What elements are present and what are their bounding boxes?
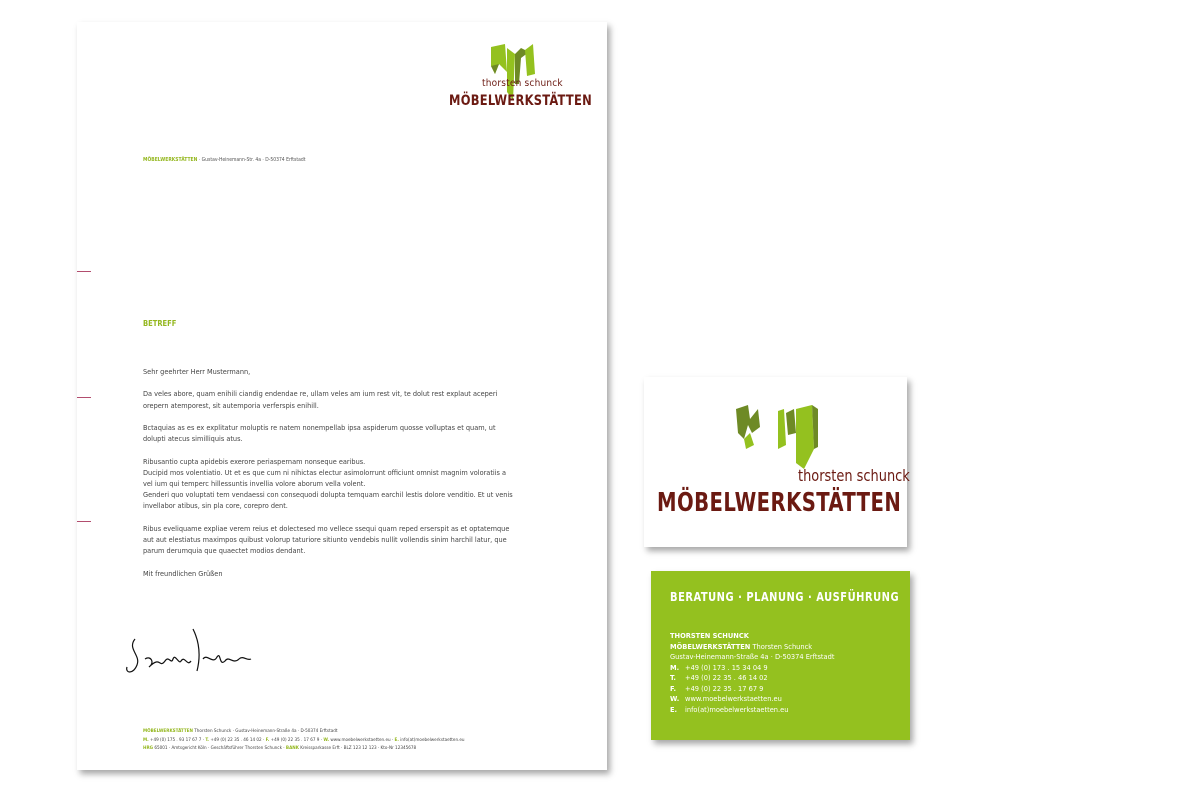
footer-value: +49 (0) 175 . 93 17 67 7 ·: [150, 737, 204, 743]
paragraph: Genderi quo voluptati tem vendaessi con consequodi dolupta temquam earchil lestis dolore venditio. Et ut venis invellabor atibus, sin pla core, corepro dent.: [143, 490, 513, 511]
closing: Mit freundlichen Grüßen: [143, 568, 223, 578]
footer-line: [143, 745, 465, 754]
letter-logo-tagline: thorsten schunck: [482, 78, 563, 89]
punch-mark: [77, 397, 91, 398]
card-address: Gustav-Heinemann-Straße 4a · D-50374 Erftstadt: [670, 652, 835, 661]
footer-line: [143, 737, 465, 746]
card-company-suffix: Thorsten Schunck: [752, 641, 813, 651]
card-logo-brand: MÖBELWERKSTÄTTEN: [657, 488, 902, 518]
footer-address: Thorsten Schunck · Gustav-Heinemann-Straße 4a · D-50374 Erftstadt: [194, 729, 338, 734]
footer-label: E.: [394, 737, 399, 743]
contact-label: W.: [670, 694, 680, 703]
footer-label: HRG: [143, 746, 154, 752]
fold-mark: [77, 521, 91, 522]
contact-value: +49 (0) 22 35 . 17 67 9: [685, 683, 764, 693]
paragraph: Ribusantio cupta apidebis exerore periaspernam nonseque earibus.: [143, 456, 366, 466]
contact-label: M.: [670, 662, 680, 672]
footer-value: Kreissparkasse Erft · BLZ 123 12 123 · Kto-Nr 12345678: [300, 746, 417, 752]
letter-logo-brand: MÖBELWERKSTÄTTEN: [449, 93, 592, 109]
card-slogan: BERATUNG · PLANUNG · AUSFÜHRUNG: [670, 589, 900, 604]
footer-value: info(at)moebelwerkstaetten.eu: [400, 737, 465, 743]
letter-body: [143, 366, 515, 590]
paragraph: Ribus eveliquame expliae verem reius et dolectesed mo vellece ssequi quam reped erserspit as et optatemque aut aut elestiatus maximpos quibust volorup taturiore sitiunto vendebis nullit vollendis sinim harchil latur, que parum derumquia que quaectet modios dendant.: [143, 523, 510, 556]
paragraph: Ducipid mos volentiatio. Ut et es que cum ni nihictas electur asimolorrunt officiunt omnist magnim voloratiis a vel ium qui temperc hillessuntis invellia volore aborum vella volent.: [143, 467, 507, 488]
footer-label: W.: [323, 737, 330, 743]
fold-mark: [77, 271, 91, 272]
paragraph: Bctaquias as es ex explitatur moluptis re natem nonempellab ipsa aspiderum quosse volluptas et quam, ut dolupti atecus similliquis atus.: [143, 422, 496, 444]
footer-label: M.: [143, 737, 149, 743]
card-company-line: [670, 642, 834, 653]
footer-value: 65001 · Amtsgericht Köln · Geschäftsführer Thorsten Schunck ·: [154, 746, 285, 752]
footer-company: MÖBELWERKSTÄTTEN: [143, 729, 193, 734]
footer-value: www.moebelwerkstaetten.eu ·: [330, 737, 394, 743]
contact-value: +49 (0) 22 35 . 46 14 02: [685, 673, 768, 682]
footer-label: BANK: [285, 746, 299, 752]
business-card-back: [651, 571, 910, 740]
card-contact-row: [670, 673, 834, 684]
footer-value: +49 (0) 22 35 . 46 14 02 ·: [210, 737, 265, 743]
card-person-name: THORSTEN SCHUNCK: [670, 631, 749, 640]
contact-label: E.: [670, 704, 678, 714]
handwritten-signature: [121, 625, 253, 683]
contact-value: www.moebelwerkstaetten.eu: [685, 694, 782, 703]
contact-value: info(at)moebelwerkstaetten.eu: [685, 704, 789, 714]
sender-line: [143, 157, 306, 163]
card-contact-block: [670, 631, 834, 715]
salutation: Sehr geehrter Herr Mustermann,: [143, 367, 251, 376]
business-card-front: [644, 377, 910, 547]
sender-name: MÖBELWERKSTÄTTEN: [143, 157, 198, 163]
contact-label: F.: [670, 683, 676, 693]
footer-value: +49 (0) 22 35 . 17 67 9 ·: [270, 737, 323, 743]
paragraph: Da veles abore, quam enihili ciandig endendae re, ullam veles am ium rest vit, te dolut rest explaut aceperi orepern atemporest, sit autemporia verferspis enihill.: [143, 389, 498, 410]
footer-label: F.: [265, 737, 270, 743]
letterhead-sheet: [77, 22, 607, 770]
contact-value: +49 (0) 173 . 15 34 04 9: [685, 662, 768, 672]
letter-footer: [143, 728, 465, 754]
sender-address: · Gustav-Heinemann-Str. 4a · D-50374 Erftstadt: [198, 157, 306, 163]
card-contact-row: [670, 663, 834, 674]
card-contact-row: [670, 705, 834, 716]
footer-line: [143, 728, 465, 737]
mw-logo-icon: [734, 405, 832, 469]
contact-label: T.: [670, 673, 676, 682]
subject-heading: BETREFF: [143, 319, 177, 328]
card-contact-row: [670, 694, 834, 705]
card-logo-tagline: thorsten schunck: [798, 466, 910, 485]
footer-label: T.: [205, 737, 210, 743]
card-contact-row: [670, 684, 834, 695]
card-company: MÖBELWERKSTÄTTEN: [670, 641, 751, 651]
